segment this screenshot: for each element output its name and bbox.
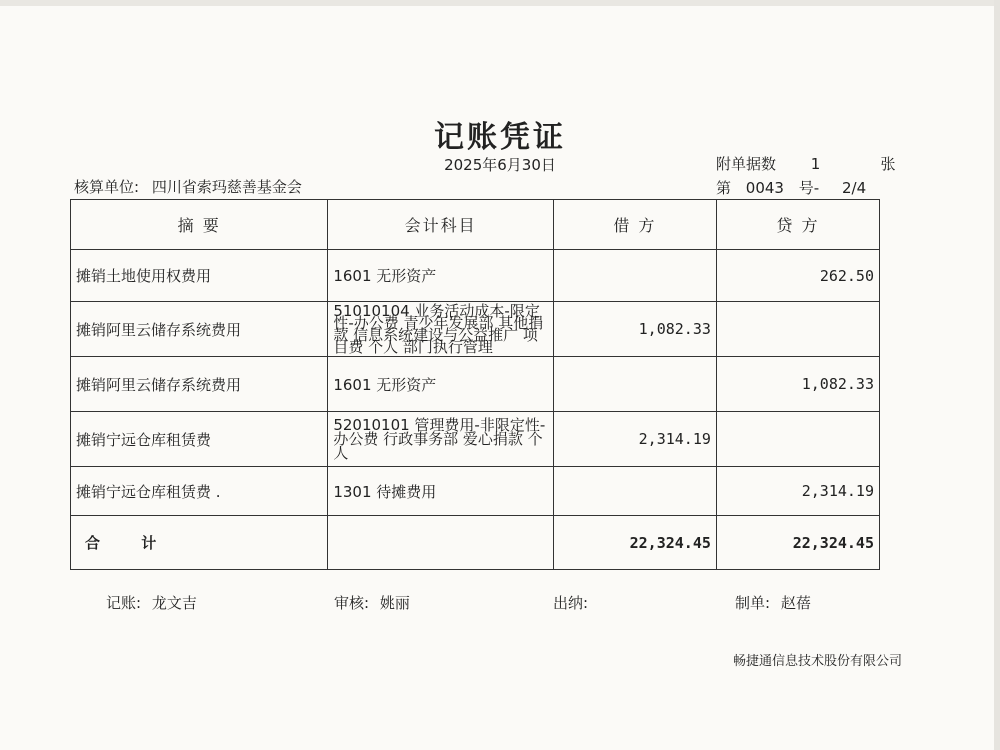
attachments-count: 1 [810, 155, 821, 173]
attachments-unit: 张 [880, 155, 896, 173]
row-summary: 摊销阿里云储存系统费用 [71, 357, 328, 412]
row-credit: 2,314.19 [716, 467, 879, 516]
attachments-label: 附单据数 [716, 155, 777, 173]
unit-label: 核算单位: [74, 178, 140, 196]
voucher-number [716, 177, 876, 198]
header-account: 会计科目 [328, 200, 554, 250]
row-debit [553, 250, 716, 302]
row-credit: 1,082.33 [716, 357, 879, 412]
row-account: 1601 无形资产 [328, 250, 554, 302]
number-prefix: 第 [716, 179, 732, 197]
voucher-title: 记账凭证 [434, 120, 566, 155]
row-summary: 摊销土地使用权费用 [71, 250, 328, 302]
preparer-signature [735, 592, 811, 613]
row-account: 51010104 业务活动成本-限定性-办公费 青少年发展部 其他捐款 信息系统建设与公益推广 项目费 个人 部门执行管理 [328, 302, 554, 357]
header-credit: 贷 方 [716, 200, 879, 250]
unit-name: 四川省索玛慈善基金会 [151, 178, 302, 196]
reviewer-label: 审核: [334, 594, 370, 612]
table-row [71, 302, 880, 357]
table-row [71, 357, 880, 412]
number-suffix: 号- [798, 179, 820, 197]
row-credit: 262.50 [716, 250, 879, 302]
voucher-table [70, 199, 880, 570]
row-credit [716, 302, 879, 357]
row-summary: 摊销宁远仓库租赁费 [71, 412, 328, 467]
table-row [71, 412, 880, 467]
total-debit: 22,324.45 [553, 516, 716, 570]
row-debit [553, 467, 716, 516]
software-company: 畅捷通信息技术股份有限公司 [733, 654, 903, 669]
total-account-blank [328, 516, 554, 570]
accounting-unit [74, 176, 302, 197]
table-header [71, 200, 880, 250]
cashier-label: 出纳: [553, 594, 589, 612]
reviewer-name: 姚丽 [379, 594, 410, 612]
row-debit [553, 357, 716, 412]
row-credit [716, 412, 879, 467]
bookkeeper-name: 龙文吉 [151, 594, 197, 612]
total-row [71, 516, 880, 570]
reviewer-signature [334, 592, 410, 613]
page-number: 2/4 [841, 179, 867, 197]
total-credit: 22,324.45 [716, 516, 879, 570]
attachments-info [716, 153, 896, 174]
voucher-date: 2025年6月30日 [444, 156, 556, 174]
header-summary: 摘 要 [71, 200, 328, 250]
row-summary: 摊销宁远仓库租赁费 . [71, 467, 328, 516]
cashier-signature [553, 592, 588, 613]
row-debit: 1,082.33 [553, 302, 716, 357]
table-row [71, 467, 880, 516]
header-debit: 借 方 [553, 200, 716, 250]
scan-edge-top [0, 0, 1000, 6]
number-value: 0043 [745, 179, 784, 197]
row-account: 1301 待摊费用 [328, 467, 554, 516]
row-account: 1601 无形资产 [328, 357, 554, 412]
bookkeeper-signature [106, 592, 197, 613]
table-row [71, 250, 880, 302]
total-label: 合 计 [71, 516, 328, 570]
row-account: 52010101 管理费用-非限定性-办公费 行政事务部 爱心捐款 个人 [328, 412, 554, 467]
preparer-name: 赵蓓 [780, 594, 811, 612]
row-summary: 摊销阿里云储存系统费用 [71, 302, 328, 357]
preparer-label: 制单: [735, 594, 771, 612]
row-debit: 2,314.19 [553, 412, 716, 467]
bookkeeper-label: 记账: [106, 594, 142, 612]
